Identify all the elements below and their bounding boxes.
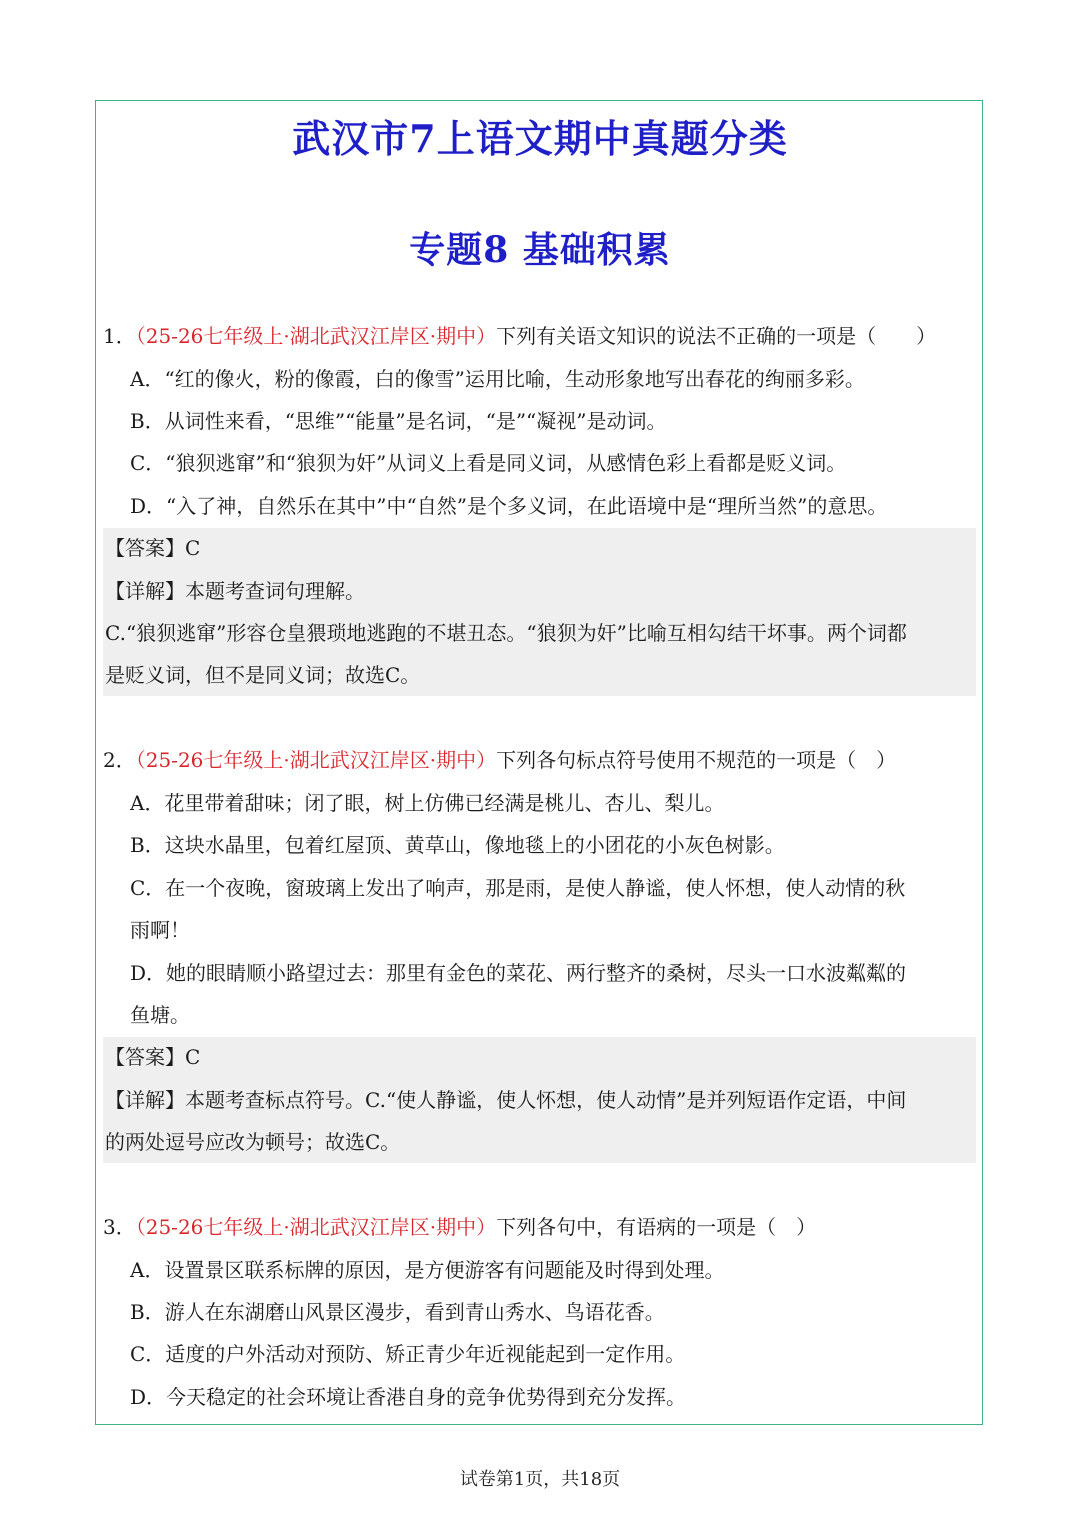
question-number: 3． [103,1215,136,1239]
question-number: 2． [103,748,136,772]
option-c-continued: 雨啊！ [130,918,190,942]
option-a: A．花里带着甜味；闭了眼，树上仿佛已经满是桃儿、杏儿、梨儿。 [130,791,725,815]
option-d-continued: 鱼塘。 [130,1003,190,1027]
question-3-stem [103,1212,816,1242]
option-a: A．设置景区联系标牌的原因，是方便游客有问题能及时得到处理。 [130,1258,725,1282]
detail-line: 是贬义词，但不是同义词；故选C。 [105,663,421,687]
detail-line: 【详解】本题考查标点符号。C.“使人静谧，使人怀想，使人动情”是并列短语作定语，中间 [105,1088,907,1112]
question-1-stem [103,321,936,351]
option-c: C．适度的户外活动对预防、矫正青少年近视能起到一定作用。 [130,1342,686,1366]
option-d: D．她的眼睛顺小路望过去：那里有金色的菜花、两行整齐的桑树，尽头一口水波粼粼的 [130,961,907,985]
question-source: （25-26七年级上·湖北武汉江岸区·期中） [135,748,497,772]
option-c: C．在一个夜晚，窗玻璃上发出了响声，那是雨，是使人静谧，使人怀想，使人动情的秋 [130,876,906,900]
option-b: B．这块水晶里，包着红屋顶、黄草山，像地毯上的小团花的小灰色树影。 [130,833,785,857]
question-2-stem [103,745,896,775]
option-d: D．“入了神，自然乐在其中”中“自然”是个多义词，在此语境中是“理所当然”的意思。 [130,494,888,518]
option-d: D．今天稳定的社会环境让香港自身的竞争优势得到充分发挥。 [130,1385,687,1409]
detail-line: C.“狼狈逃窜”形容仓皇猥琐地逃跑的不堪丑态。“狼狈为奸”比喻互相勾结干坏事。两个词都 [105,621,907,645]
page-title: 武汉市7上语文期中真题分类 [292,116,788,161]
answer-label: 【答案】C [105,1045,201,1069]
page-footer: 试卷第1页，共18页 [459,1469,621,1490]
option-c: C．“狼狈逃窜”和“狼狈为奸”从词义上看是同义词，从感情色彩上看都是贬义词。 [130,451,847,475]
question-source: （25-26七年级上·湖北武汉江岸区·期中） [135,324,497,348]
question-text: 下列有关语文知识的说法不正确的一项是（ ） [496,324,937,348]
detail-line: 的两处逗号应改为顿号；故选C。 [105,1130,401,1154]
option-b: B．游人在东湖磨山风景区漫步，看到青山秀水、鸟语花香。 [130,1300,665,1324]
question-source: （25-26七年级上·湖北武汉江岸区·期中） [135,1215,497,1239]
option-a: A．“红的像火，粉的像霞，白的像雪”运用比喻，生动形象地写出春花的绚丽多彩。 [130,367,865,391]
page-subtitle: 专题8 基础积累 [409,229,671,271]
answer-label: 【答案】C [105,536,201,560]
question-text: 下列各句标点符号使用不规范的一项是（ ） [496,748,897,772]
question-text: 下列各句中，有语病的一项是（ ） [496,1215,817,1239]
question-number: 1． [103,324,136,348]
detail-line: 【详解】本题考查词句理解。 [105,579,365,603]
option-b: B．从词性来看，“思维”“能量”是名词，“是”“凝视”是动词。 [130,409,667,433]
